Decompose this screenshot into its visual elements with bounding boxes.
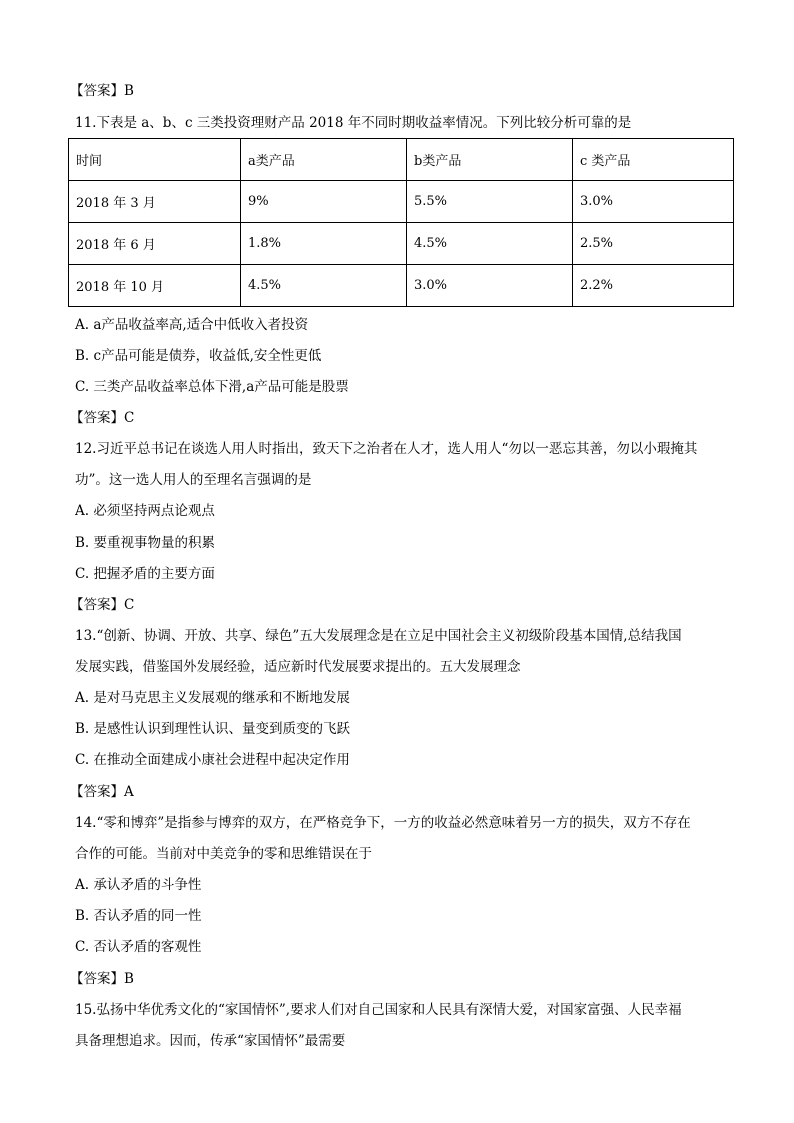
table-row (69, 223, 734, 265)
table-row (69, 265, 734, 307)
table-header-cell: c 类产品 (573, 139, 734, 181)
question-13-stem-line2: 发展实践，借鉴国外发展经验，适应新时代发展要求提出的。五大发展理念 (75, 659, 521, 675)
table-header-row (69, 139, 734, 181)
question-14-option-a: A. 承认矛盾的斗争性 (75, 877, 202, 893)
table-cell: 4.5% (241, 265, 407, 307)
question-14-stem-line2: 合作的可能。当前对中美竞争的零和思维错误在于 (75, 846, 372, 862)
table-cell: 5.5% (407, 181, 573, 223)
table-cell: 9% (241, 181, 407, 223)
table-cell: 1.8% (241, 223, 407, 265)
question-15-stem-line1: 15.弘扬中华优秀文化的“家国情怀”,要求人们对自己国家和人民具有深情大爱，对国家富强、人民幸福 (75, 1002, 682, 1018)
question-12-stem-line1: 12.习近平总书记在谈选人用人时指出，致天下之治者在人才，选人用人“勿以一恶忘其善，勿以小瑕掩其 (75, 441, 698, 457)
question-12-option-c: C. 把握矛盾的主要方面 (75, 566, 215, 582)
question-11-stem: 11.下表是 a、b、c 三类投资理财产品 2018 年不同时期收益率情况。下列比较分析可靠的是 (75, 115, 632, 131)
table-header-cell: b类产品 (407, 139, 573, 181)
question-11-option-b: B. c产品可能是债券，收益低,安全性更低 (75, 348, 322, 364)
table-header-cell: a类产品 (241, 139, 407, 181)
question-11-option-c: C. 三类产品收益率总体下滑,a产品可能是股票 (75, 379, 349, 395)
table-cell: 2018 年 10 月 (69, 265, 241, 307)
question-13-option-b: B. 是感性认识到理性认识、量变到质变的飞跃 (75, 721, 351, 737)
question-13-option-c: C. 在推动全面建成小康社会进程中起决定作用 (75, 752, 350, 768)
table-cell: 3.0% (407, 265, 573, 307)
question-14-option-c: C. 否认矛盾的客观性 (75, 939, 202, 955)
yield-table (68, 138, 734, 307)
question-12-answer: 【答案】C (70, 597, 135, 613)
question-15-stem-line2: 具备理想追求。因而，传承“家国情怀”最需要 (75, 1033, 346, 1049)
table-cell: 4.5% (407, 223, 573, 265)
question-13-stem-line1: 13.“创新、协调、开放、共享、绿色”五大发展理念是在立足中国社会主义初级阶段基本国情,总结我国 (75, 628, 682, 644)
table-cell: 2.5% (573, 223, 734, 265)
question-11-answer: 【答案】C (70, 410, 135, 426)
table-cell: 2018 年 6 月 (69, 223, 241, 265)
table-cell: 3.0% (573, 181, 734, 223)
table-row (69, 181, 734, 223)
question-13-option-a: A. 是对马克思主义发展观的继承和不断地发展 (75, 690, 350, 706)
question-12-option-b: B. 要重视事物量的积累 (75, 535, 216, 551)
question-13-answer: 【答案】A (70, 784, 134, 800)
question-12-stem-line2: 功”。这一选人用人的至理名言强调的是 (75, 472, 312, 488)
question-11-option-a: A. a产品收益率高,适合中低收入者投资 (75, 317, 309, 333)
question-14-stem-line1: 14.“零和博弈”是指参与博弈的双方，在严格竞争下，一方的收益必然意味着另一方的损失，双方不存在 (75, 815, 691, 831)
table-cell: 2.2% (573, 265, 734, 307)
table-cell: 2018 年 3 月 (69, 181, 241, 223)
question-12-option-a: A. 必须坚持两点论观点 (75, 503, 215, 519)
table-header-cell: 时间 (69, 139, 241, 181)
question-14-option-b: B. 否认矛盾的同一性 (75, 908, 202, 924)
prev-answer: 【答案】B (70, 83, 134, 99)
question-14-answer: 【答案】B (70, 971, 134, 987)
